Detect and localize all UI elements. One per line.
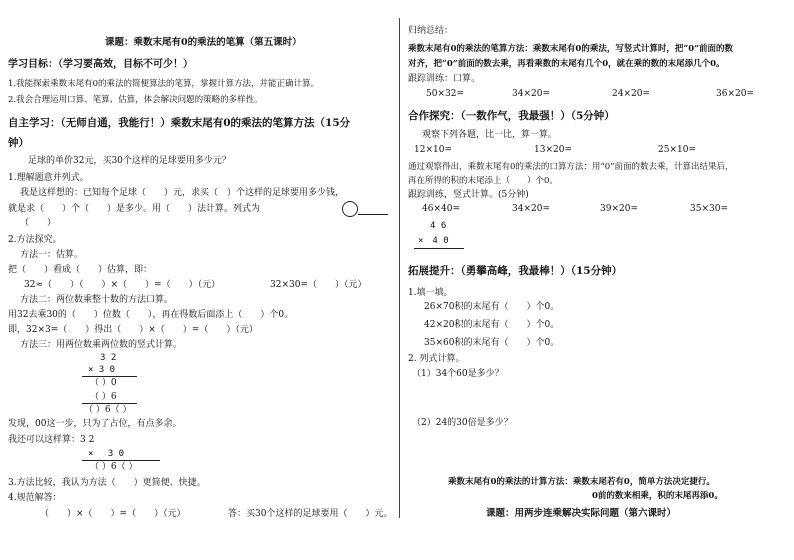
q1-line-3: （ ） [20,218,57,228]
cooperation-finding-2: 再在所得的积的末尾添上（ ）个0。 [408,176,558,186]
discovery-text: 发现，00这一步，只为了占位，有点多余。 [8,419,182,429]
method-1-line-2b: 32×30=（ ）（元） [270,280,367,290]
method-1-label: 方法一：估算。 [20,250,84,260]
vert-item-4: 35×30= [690,204,728,214]
goal-2: 2.我会合理运用口算、笔算、估算，体会解决问题的策略的多样性。 [8,95,263,105]
vertical-3-row-2: × 4 0 [418,236,449,246]
q3-text: 3.方法比较，我认为方法（ ）更简便、快捷。 [8,478,206,488]
oral-item-4: 36×20= [716,89,754,99]
fill-heading: 1.填一填。 [408,288,453,298]
list-question-1: （1）34个60是多少？ [412,369,504,379]
answer-line [358,214,388,215]
vertical-1-row-4: （ ）6 [90,392,117,402]
q4-answer: 答：买30个这样的足球要用（ ）元。 [228,509,393,519]
coop-item-1: 12×10= [414,145,452,155]
method-2-line-2: 即，32×3=（ ）得出（ ）×（ ）=（ ）（元） [8,325,258,335]
method-2-line-1: 用32去乘30的（ ）位数（ ），再在得数后面添上（ ）个0。 [8,310,294,320]
vert-item-2: 34×20= [512,204,550,214]
summary-line-2: 对齐，把“0”前面的数去乘，再看乘数的末尾有几个0，就在乘的数的末尾添几个0。 [408,59,725,69]
method-1-line-1: 把（ ）看成（ ）估算，即： [8,265,153,275]
self-study-heading-cont: 钟） [8,137,29,149]
vert-item-3: 39×20= [600,204,638,214]
summary-line-1: 乘数末尾有0的乘法的笔算方法：乘数末尾有0的乘法，写竖式计算时，把“0”前面的数 [408,44,734,54]
method-1-line-2a: 32≈（ ）（ ）×（ ）=（ ）（元） [24,280,221,290]
fill-item-1: 26×70积的末尾有（ ）个0。 [424,302,560,312]
lesson-title: 课题：乘数末尾有0的乘法的笔算（第五课时） [105,37,302,48]
q4-heading: 4.规范解答： [8,493,62,503]
vertical-2-row-2: × 3 0 [88,449,125,459]
vertical-1-row-2: × 3 0 [88,365,116,375]
q2-heading: 2.方法探究。 [8,235,62,245]
vertical-1-line-1 [82,376,137,377]
vertical-2-row-3: （ ）6（ ） [90,462,138,472]
vert-item-1: 46×40= [422,204,460,214]
method-rhyme-line-1: 乘数末尾有0的乘法的计算方法：乘数末尾若有0，简单方法决定捷行。 [448,477,715,487]
vertical-1-line-2 [82,403,137,404]
extension-heading: 拓展提升：（勇攀高峰，我最棒！）（15分钟） [408,265,623,277]
practice-2-label: 跟踪训练，竖式计算。(5分钟) [408,190,529,200]
vertical-3-row-1: 4 6 [430,221,447,231]
q1-heading: 1.理解题意并列式。 [8,173,89,183]
vertical-1-row-3: （ ）0 [90,378,117,388]
vertical-1-row-1: 3 2 [100,353,117,363]
method-3-label: 方法三：用两位数乘两位数的竖式计算。 [20,340,183,350]
oral-item-3: 24×20= [612,89,650,99]
goal-1: 1.我能探索乘数末尾有0的乘法的简便算法的笔算，掌握计算方法，并能正确计算。 [8,79,320,89]
list-heading: 2. 列式计算。 [408,354,465,364]
cooperation-intro: 观察下列各题，比一比，算一算。 [422,130,558,140]
column-divider [399,18,400,518]
q1-line-2: 就是求（ ）个（ ）是多少。用（ ）法计算。列式为 [8,204,261,214]
oral-item-1: 50×32= [426,89,464,99]
cooperation-heading: 合作探究：（一数作气，我最强！）（5分钟） [408,110,615,122]
operator-circle [342,201,358,217]
coop-item-3: 25×10= [658,145,696,155]
simple-method-label: 我还可以这样算：3 2 [8,435,95,445]
next-lesson-title: 课题：用两步连乘解决实际问题（第六课时） [486,508,677,519]
cooperation-finding-1: 通过观察得出，乘数末尾有0的乘法的口算方法：用“0”前面的数去乘，计算出结果后， [408,162,734,172]
vertical-2-line [82,460,160,461]
vertical-3-line [414,248,464,249]
vertical-1-row-5: （ ）6（ ） [84,405,132,415]
self-study-heading: 自主学习：（无师自通，我能行！）乘数末尾有0的乘法的笔算方法（15分 [8,117,351,129]
goals-heading: 学习目标：（学习要高效，目标不可少！） [8,59,193,70]
q1-line-1: 我是这样想的：已知每个足球（ ）元，求买（ ）个这样的足球要用多少钱， [20,188,345,198]
q4-equation: （ ）×（ ）=（ ）（元） [40,509,186,519]
fill-item-2: 42×20积的末尾有（ ）个0。 [424,320,560,330]
fill-item-3: 35×60积的末尾有（ ）个0。 [424,338,560,348]
list-question-2: （2）24的30倍是多少？ [412,418,513,428]
oral-item-2: 34×20= [512,89,550,99]
method-rhyme-line-2: 0前的数来相乘，积的末尾再添0。 [592,491,723,501]
coop-item-2: 13×20= [534,145,572,155]
summary-heading: 归纳总结： [408,26,454,36]
practice-1-label: 跟踪训练：口算。 [408,74,481,84]
method-2-label: 方法二：两位数乘整十数的方法口算。 [20,295,174,305]
problem-text: 足球的单价32元，买30个这样的足球要用多少元？ [28,156,231,166]
